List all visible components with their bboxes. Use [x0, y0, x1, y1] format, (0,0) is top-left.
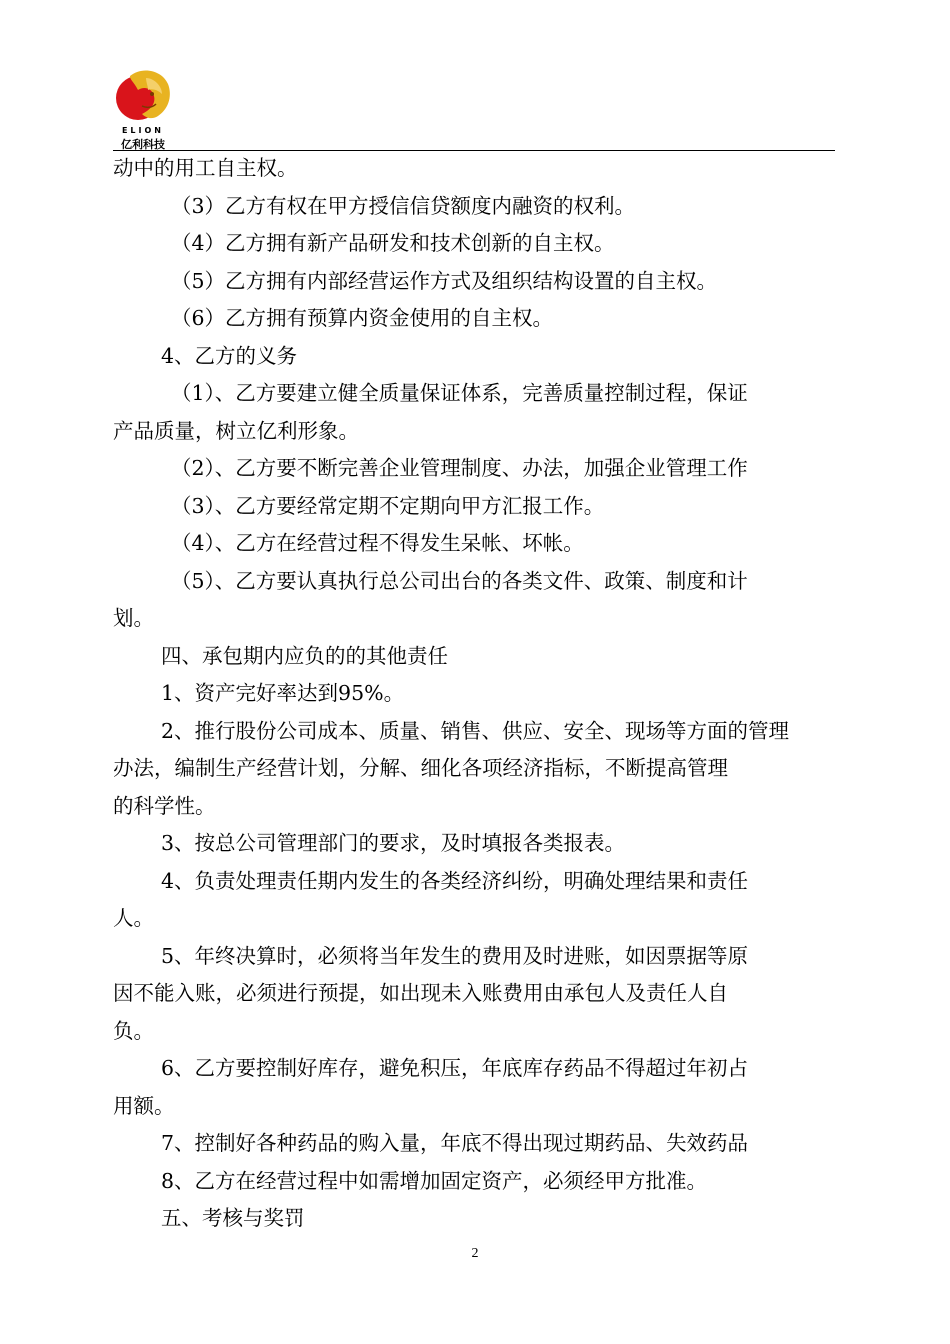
document-body	[113, 150, 837, 1238]
section-heading: 五、考核与奖罚	[161, 1206, 305, 1230]
paragraph-line: （3）乙方有权在甲方授信信贷额度内融资的权利。	[171, 193, 636, 218]
page-number: 2	[471, 1246, 479, 1261]
paragraph-line: （6）乙方拥有预算内资金使用的自主权。	[171, 306, 554, 330]
paragraph-line: 4、负责处理责任期内发生的各类经济纠纷，明确处理结果和责任	[161, 868, 749, 893]
paragraph-line: （4）乙方拥有新产品研发和技术创新的自主权。	[171, 231, 615, 255]
paragraph-line: （1）、乙方要建立健全质量保证体系，完善质量控制过程，保证	[171, 381, 748, 405]
paragraph-line: 8、乙方在经营过程中如需增加固定资产，必须经甲方批准。	[161, 1168, 708, 1193]
paragraph-line: 3、按总公司管理部门的要求，及时填报各类报表。	[161, 831, 626, 855]
logo-chinese-name: 亿利科技	[121, 138, 165, 151]
paragraph-line: 动中的用工自主权。	[113, 156, 298, 180]
paragraph-line: 6、乙方要控制好库存，避免积压，年底库存药品不得超过年初占	[161, 1056, 749, 1080]
paragraph-line: 用额。	[113, 1093, 175, 1118]
paragraph-line: 1、资产完好率达到95%。	[161, 681, 405, 705]
paragraph-line: 人。	[113, 906, 154, 930]
paragraph-line: （5）乙方拥有内部经营运作方式及组织结构设置的自主权。	[171, 268, 718, 293]
paragraph-line: 的科学性。	[113, 793, 216, 818]
paragraph-line: 负。	[113, 1018, 154, 1043]
paragraph-line: 划。	[113, 606, 154, 630]
paragraph-line: 因不能入账，必须进行预提，如出现未入账费用由承包人及责任人自	[113, 981, 728, 1005]
lion-logo-icon	[112, 64, 174, 126]
paragraph-line: 2、推行股份公司成本、质量、销售、供应、安全、现场等方面的管理	[161, 718, 790, 743]
paragraph-line: 7、控制好各种药品的购入量，年底不得出现过期药品、失效药品	[161, 1131, 749, 1155]
paragraph-line: （4）、乙方在经营过程不得发生呆帐、坏帐。	[171, 531, 584, 555]
paragraph-line: 产品质量，树立亿利形象。	[113, 418, 359, 443]
paragraph-line: （3）、乙方要经常定期不定期向甲方汇报工作。	[171, 493, 605, 518]
company-logo	[112, 64, 174, 152]
paragraph-line: （2）、乙方要不断完善企业管理制度、办法，加强企业管理工作	[171, 456, 748, 480]
section-heading: 四、承包期内应负的的其他责任	[161, 643, 448, 668]
paragraph-line: 5、年终决算时，必须将当年发生的费用及时进账，如因票据等原	[161, 943, 749, 968]
section-heading: 4、乙方的义务	[161, 343, 298, 368]
logo-wordmark: ELION	[121, 126, 165, 135]
paragraph-line: 办法，编制生产经营计划，分解、细化各项经济指标，不断提高管理	[113, 756, 728, 780]
paragraph-line: （5）、乙方要认真执行总公司出台的各类文件、政策、制度和计	[171, 568, 748, 593]
